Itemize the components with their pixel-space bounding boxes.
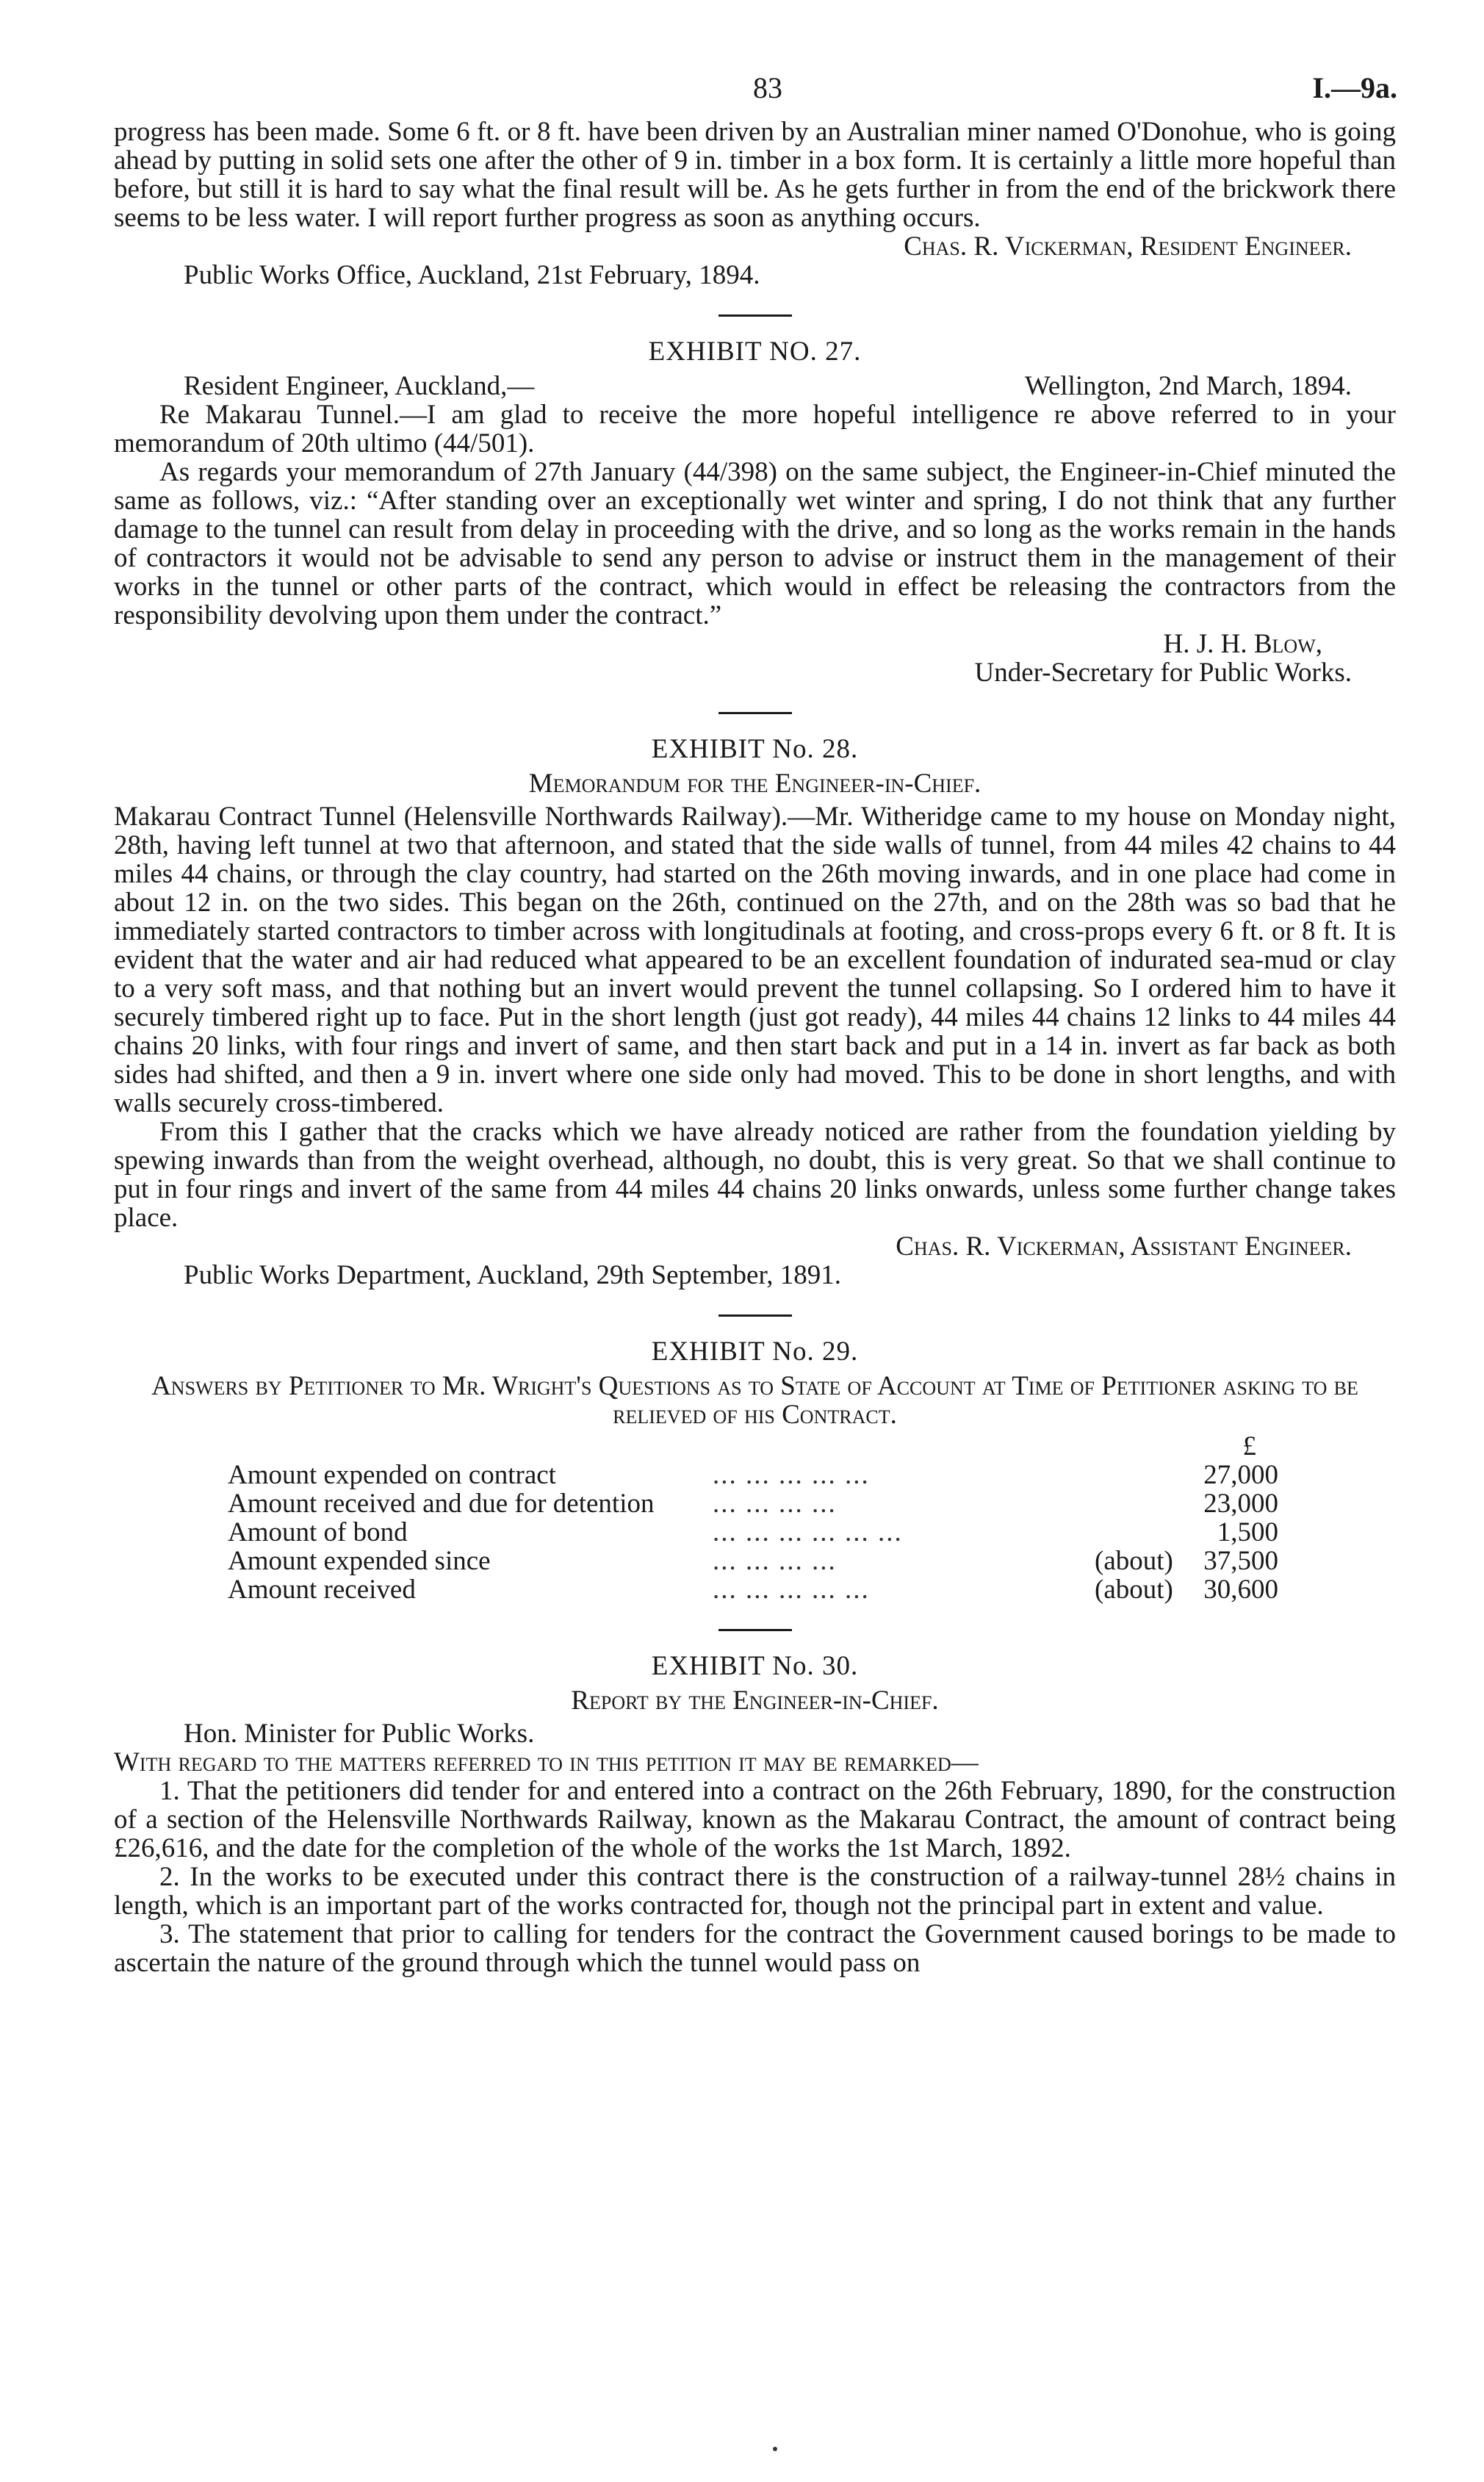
account-table <box>228 1432 1278 1604</box>
exhibit-29-title: EXHIBIT No. 29. <box>651 1337 859 1367</box>
exhibit-29 <box>114 1337 1396 1604</box>
exhibit-30-item-3: 3. The statement that prior to calling for tenders for the contract the Government caused borings to be made to ascertain the nature of the ground through which the tunnel would pass on <box>114 1919 1396 1978</box>
exhibit-27 <box>114 337 1396 687</box>
exhibit-30-item-1: 1. That the petitioners did tender for and entered into a contract on the 26th February, 1890, for the construction of a section of the Helensville Northwards Railway, known as the Makarau Contract, the amount of contract being £26,616, and the date for the completion of the whole of the works the 1st March, 1892. <box>114 1776 1396 1863</box>
divider-rule <box>718 1314 792 1317</box>
table-row: Amount expended since ... ... ... ... (about) 37,500 <box>228 1546 1278 1576</box>
exhibit-30-subtitle: Report by the Engineer-in-Chief. <box>571 1686 939 1716</box>
exhibit-30 <box>114 1652 1396 1977</box>
divider-rule <box>718 314 792 317</box>
exhibit-27-title: EXHIBIT NO. 27. <box>648 337 862 367</box>
intro-signature: Chas. R. Vickerman, Resident Engineer. <box>904 231 1352 262</box>
exhibit-27-signature-title: Under-Secretary for Public Works. <box>974 658 1352 688</box>
exhibit-28 <box>114 735 1396 1289</box>
intro-place-date: Public Works Office, Auckland, 21st February, 1894. <box>184 260 760 290</box>
divider-rule <box>718 1629 792 1631</box>
currency-header: £ <box>1242 1431 1256 1461</box>
page-number: 83 <box>753 71 782 104</box>
table-row: Amount received and due for detention ... ... ... ... 23,000 <box>228 1489 1278 1519</box>
intro-paragraph: progress has been made. Some 6 ft. or 8 ft. have been driven by an Australian miner named O'Donohue, who is going ahead by putting in solid sets one after the other of 9 in. timber in a box form. It is certainly a little more hopeful than before, but still it is hard to say what the final result will be. As he gets further in from the end of the brickwork there seems to be less water. I will report further progress as soon as anything occurs. <box>114 117 1396 233</box>
table-row: Amount received ... ... ... ... ... (about) 30,600 <box>228 1575 1278 1605</box>
exhibit-28-title: EXHIBIT No. 28. <box>651 734 859 764</box>
table-row: Amount of bond ... ... ... ... ... ... 1,500 <box>228 1517 1278 1547</box>
exhibit-30-intro: With regard to the matters referred to in this petition it may be remarked— <box>114 1747 979 1777</box>
table-row: Amount expended on contract ... ... ... ... ... 27,000 <box>228 1460 1278 1490</box>
exhibit-27-signature-name: H. J. H. Blow, <box>1163 629 1322 659</box>
exhibit-28-signature: Chas. R. Vickerman, Assistant Engineer. <box>896 1231 1352 1262</box>
document-page <box>114 73 1396 1977</box>
exhibit-27-paragraph-2: As regards your memorandum of 27th January (44/398) on the same subject, the Engineer-in-Chief minuted the same as follows, viz.: “After standing over an exceptionally wet winter and spring, I do not think that any further damage to the tunnel can result from delay in proceeding with the drive, and so long as the works remain in the hands of contractors it would not be advisable to send any person to advise or instruct them in the management of their works in the tunnel or other parts of the contract, which would in effect be releasing the contractors from the responsibility devolving upon them under the contract.” <box>114 457 1396 630</box>
intro-section <box>114 118 1396 289</box>
divider-rule <box>718 712 792 714</box>
exhibit-28-paragraph-1: Makarau Contract Tunnel (Helensville Northwards Railway).—Mr. Witheridge came to my house on Monday night, 28th, having left tunnel at two that afternoon, and stated that the side walls of tunnel, from 44 miles 42 chains to 44 miles 44 chains, or through the clay country, had started on the 26th moving inwards, and in one place had come in about 12 in. on the two sides. This began on the 26th, continued on the 27th, and on the 28th was so bad that he immediately started contractors to timber across with longitudinals at footing, and cross-props every 6 ft. or 8 ft. It is evident that the water and air had reduced what appeared to be an excellent foundation of indurated sea-mud or clay to a very soft mass, and that nothing but an invert would prevent the tunnel collapsing. So I ordered him to have it securely timbered right up to face. Put in the short length (just got ready), 44 miles 44 chains 12 links to 44 miles 44 chains 20 links, with four rings and invert of same, and then start back and put in a 14 in. invert as far back as both sides had shifted, and then a 9 in. invert where one side only had moved. This to be done in short lengths, and with walls securely cross-timbered. <box>114 802 1396 1118</box>
exhibit-27-paragraph-1: Re Makarau Tunnel.—I am glad to receive the more hopeful intelligence re above referred to in your memorandum of 20th ultimo (44/501). <box>114 400 1396 458</box>
exhibit-30-title: EXHIBIT No. 30. <box>651 1651 859 1681</box>
exhibit-30-item-2: 2. In the works to be executed under this contract there is the construction of a railway-tunnel 28½ chains in length, which is an important part of the works contracted for, though not the principal part in extent and value. <box>114 1862 1396 1921</box>
page-end-mark <box>773 2447 777 2451</box>
exhibit-27-addressee: Resident Engineer, Auckland,— <box>184 371 535 401</box>
page-header <box>114 73 1396 118</box>
exhibit-28-subtitle: Memorandum for the Engineer-in-Chief. <box>528 769 981 799</box>
exhibit-28-paragraph-2: From this I gather that the cracks which we have already noticed are rather from the foundation yielding by spewing inwards than from the weight overhead, although, no doubt, this is very great. So that we shall continue to put in four rings and invert of the same from 44 miles 44 chains 20 links onwards, unless some further change takes place. <box>114 1117 1396 1233</box>
exhibit-29-subtitle: Answers by Petitioner to Mr. Wright's Questions as to State of Account at Time of Petitioner asking to be relieved of his Contract. <box>151 1371 1358 1430</box>
exhibit-27-date: Wellington, 2nd March, 1894. <box>1024 371 1352 401</box>
exhibit-28-place-date: Public Works Department, Auckland, 29th September, 1891. <box>184 1260 842 1290</box>
page-reference: I.—9a. <box>1312 71 1397 104</box>
exhibit-30-addressee: Hon. Minister for Public Works. <box>184 1719 535 1749</box>
